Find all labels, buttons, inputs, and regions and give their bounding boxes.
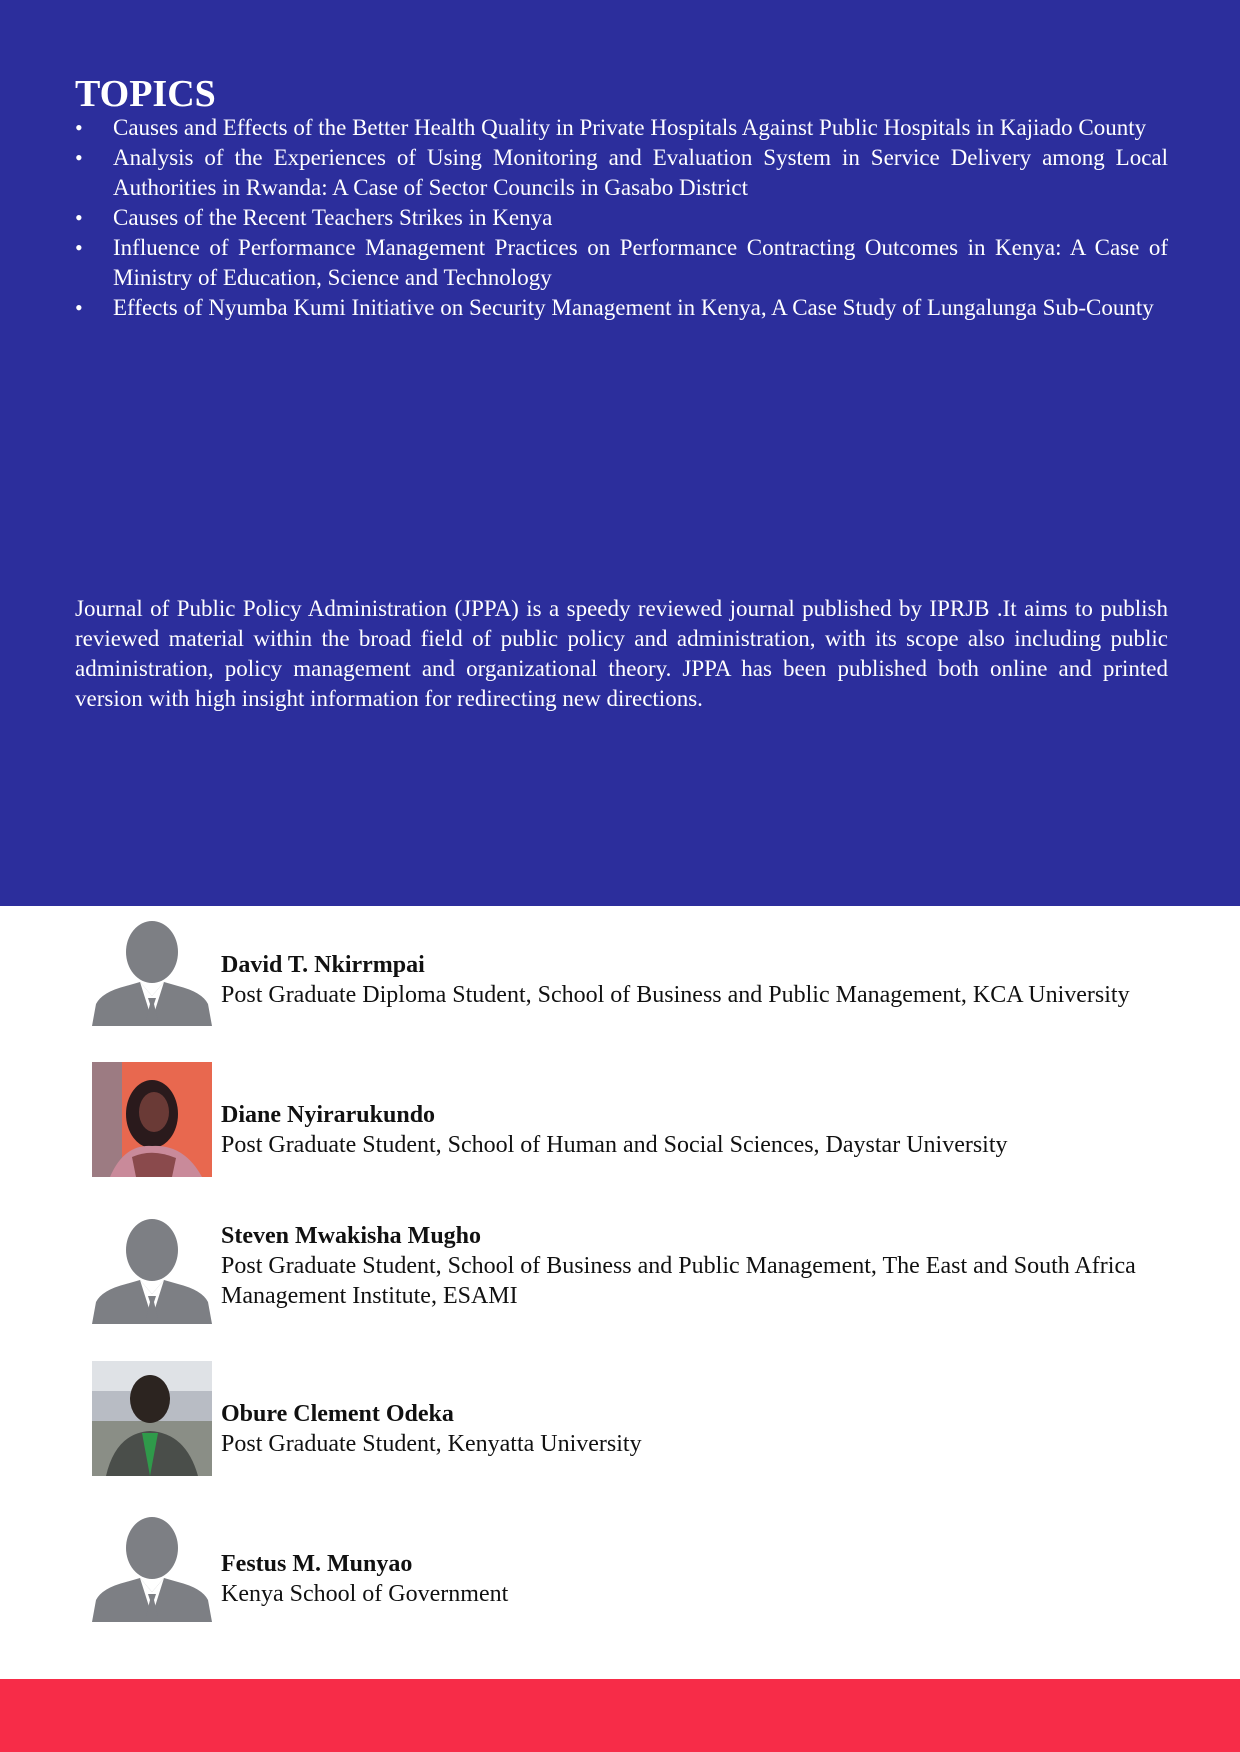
author-affiliation: Post Graduate Student, School of Human and Social Sciences, Daystar University [221, 1132, 1008, 1158]
author-name: Diane Nyirarukundo [221, 1102, 436, 1128]
author-photo [92, 1062, 212, 1177]
topic-item: • Causes of the Recent Teachers Strikes in Kenya [75, 203, 1168, 233]
topic-item: • Analysis of the Experiences of Using Monitoring and Evaluation System in Service Delivery among Local Authorities in Rwanda: A Case of Sector Councils in Gasabo District [75, 143, 1168, 203]
silhouette-icon [92, 1516, 212, 1631]
author-photo [92, 1361, 212, 1476]
author-name: Festus M. Munyao [221, 1551, 413, 1577]
topics-heading: TOPICS [75, 73, 216, 115]
silhouette-icon [92, 1218, 212, 1333]
author-affiliation: Kenya School of Government [221, 1581, 509, 1607]
topic-item: • Influence of Performance Management Practices on Performance Contracting Outcomes in Kenya: A Case of Ministry of Education, Science and Technology [75, 233, 1168, 293]
silhouette-icon [92, 920, 212, 1035]
author-affiliation: Post Graduate Student, Kenyatta University [221, 1431, 642, 1457]
topic-item: • Causes and Effects of the Better Health Quality in Private Hospitals Against Public Hospitals in Kajiado County [75, 113, 1168, 143]
bottom-band [0, 1679, 1240, 1752]
author-name: Obure Clement Odeka [221, 1401, 454, 1427]
topic-item: • Effects of Nyumba Kumi Initiative on Security Management in Kenya, A Case Study of Lungalunga Sub-County [75, 293, 1168, 323]
topics-list [75, 113, 1168, 323]
author-name: David T. Nkirrmpai [221, 952, 425, 978]
author-name: Steven Mwakisha Mugho [221, 1223, 482, 1249]
journal-description: Journal of Public Policy Administration (JPPA) is a speedy reviewed journal published by IPRJB .It aims to publish reviewed material within the broad field of public policy and administration, with its scope also including public administration, policy management and organizational theory. JPPA has been published both online and printed version with high insight information for redirecting new directions. [75, 596, 1168, 711]
author-affiliation: Post Graduate Diploma Student, School of Business and Public Management, KCA University [221, 982, 1130, 1008]
author-affiliation: Post Graduate Student, School of Business and Public Management, The East and South Africa Management Institute, ESAMI [221, 1253, 1136, 1309]
